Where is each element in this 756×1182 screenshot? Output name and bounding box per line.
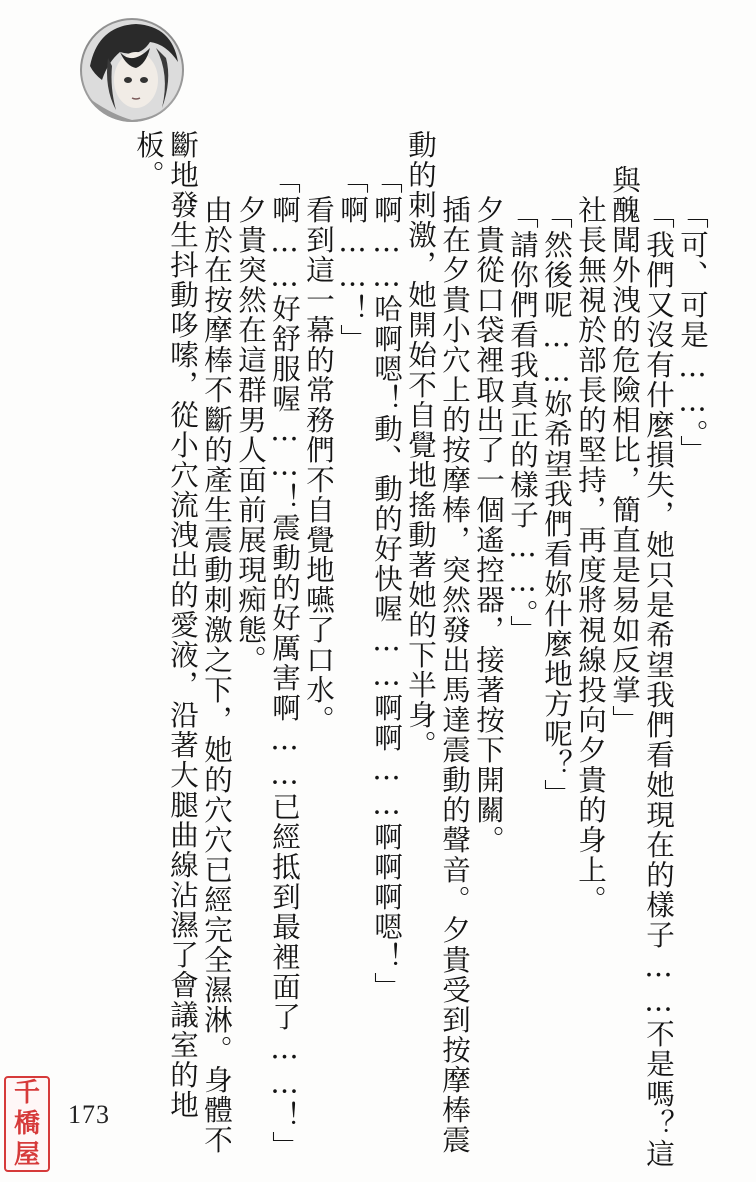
text-column-12: 看到這一幕的常務們不自覺地嚥了口水。 [302, 165, 335, 735]
text-column-10: 「啊……哈啊嗯！動、動的好快喔……啊啊……啊啊啊嗯！」 [370, 165, 403, 1002]
seal-char-3: 屋 [13, 1139, 40, 1170]
portrait-drawing [80, 18, 184, 122]
seal-char-1: 千 [13, 1078, 40, 1109]
text-column-6: 「請你們看我真正的樣子……。」 [506, 200, 539, 645]
character-portrait-image [80, 18, 184, 122]
text-column-14: 夕貴突然在這群男人面前展現痴態。 [234, 165, 267, 675]
text-column-17: 板。 [132, 130, 165, 190]
text-column-13: 「啊……好舒服喔……！震動的好厲害啊……已經抵到最裡面了……！」 [268, 165, 301, 1161]
text-column-9: 動的刺激，她開始不自覺地搖動著她的下半身。 [404, 130, 437, 760]
text-column-16: 斷地發生抖動哆嗦，從小穴流洩出的愛液，沿著大腿曲線沾濕了會議室的地 [166, 130, 199, 1120]
text-column-3: 與醜聞外洩的危險相比，簡直是易如反掌」 [608, 165, 641, 735]
text-column-15: 由於在按摩棒不斷的產生震動刺激之下，她的穴穴已經完全濕淋。身體不 [200, 165, 233, 1155]
publisher-seal-stamp [4, 1076, 50, 1172]
text-column-7: 夕貴從口袋裡取出了一個遙控器，接著按下開關。 [472, 165, 505, 855]
page-number: 173 [68, 1100, 110, 1129]
text-column-1: 「可、可是……。」 [676, 200, 709, 465]
text-column-2: 「我們又沒有什麼損失，她只是希望我們看她現在的樣子……不是嗎？這 [642, 200, 675, 1169]
text-column-8: 插在夕貴小穴上的按摩棒，突然發出馬達震動的聲音。夕貴受到按摩棒震 [438, 165, 471, 1155]
text-column-5: 「然後呢……妳希望我們看妳什麼地方呢？」 [540, 200, 573, 809]
seal-char-2: 橋 [13, 1108, 40, 1139]
text-column-11: 「啊……！」 [336, 165, 369, 354]
text-column-4: 社長無視於部長的堅持，再度將視線投向夕貴的身上。 [574, 165, 607, 915]
